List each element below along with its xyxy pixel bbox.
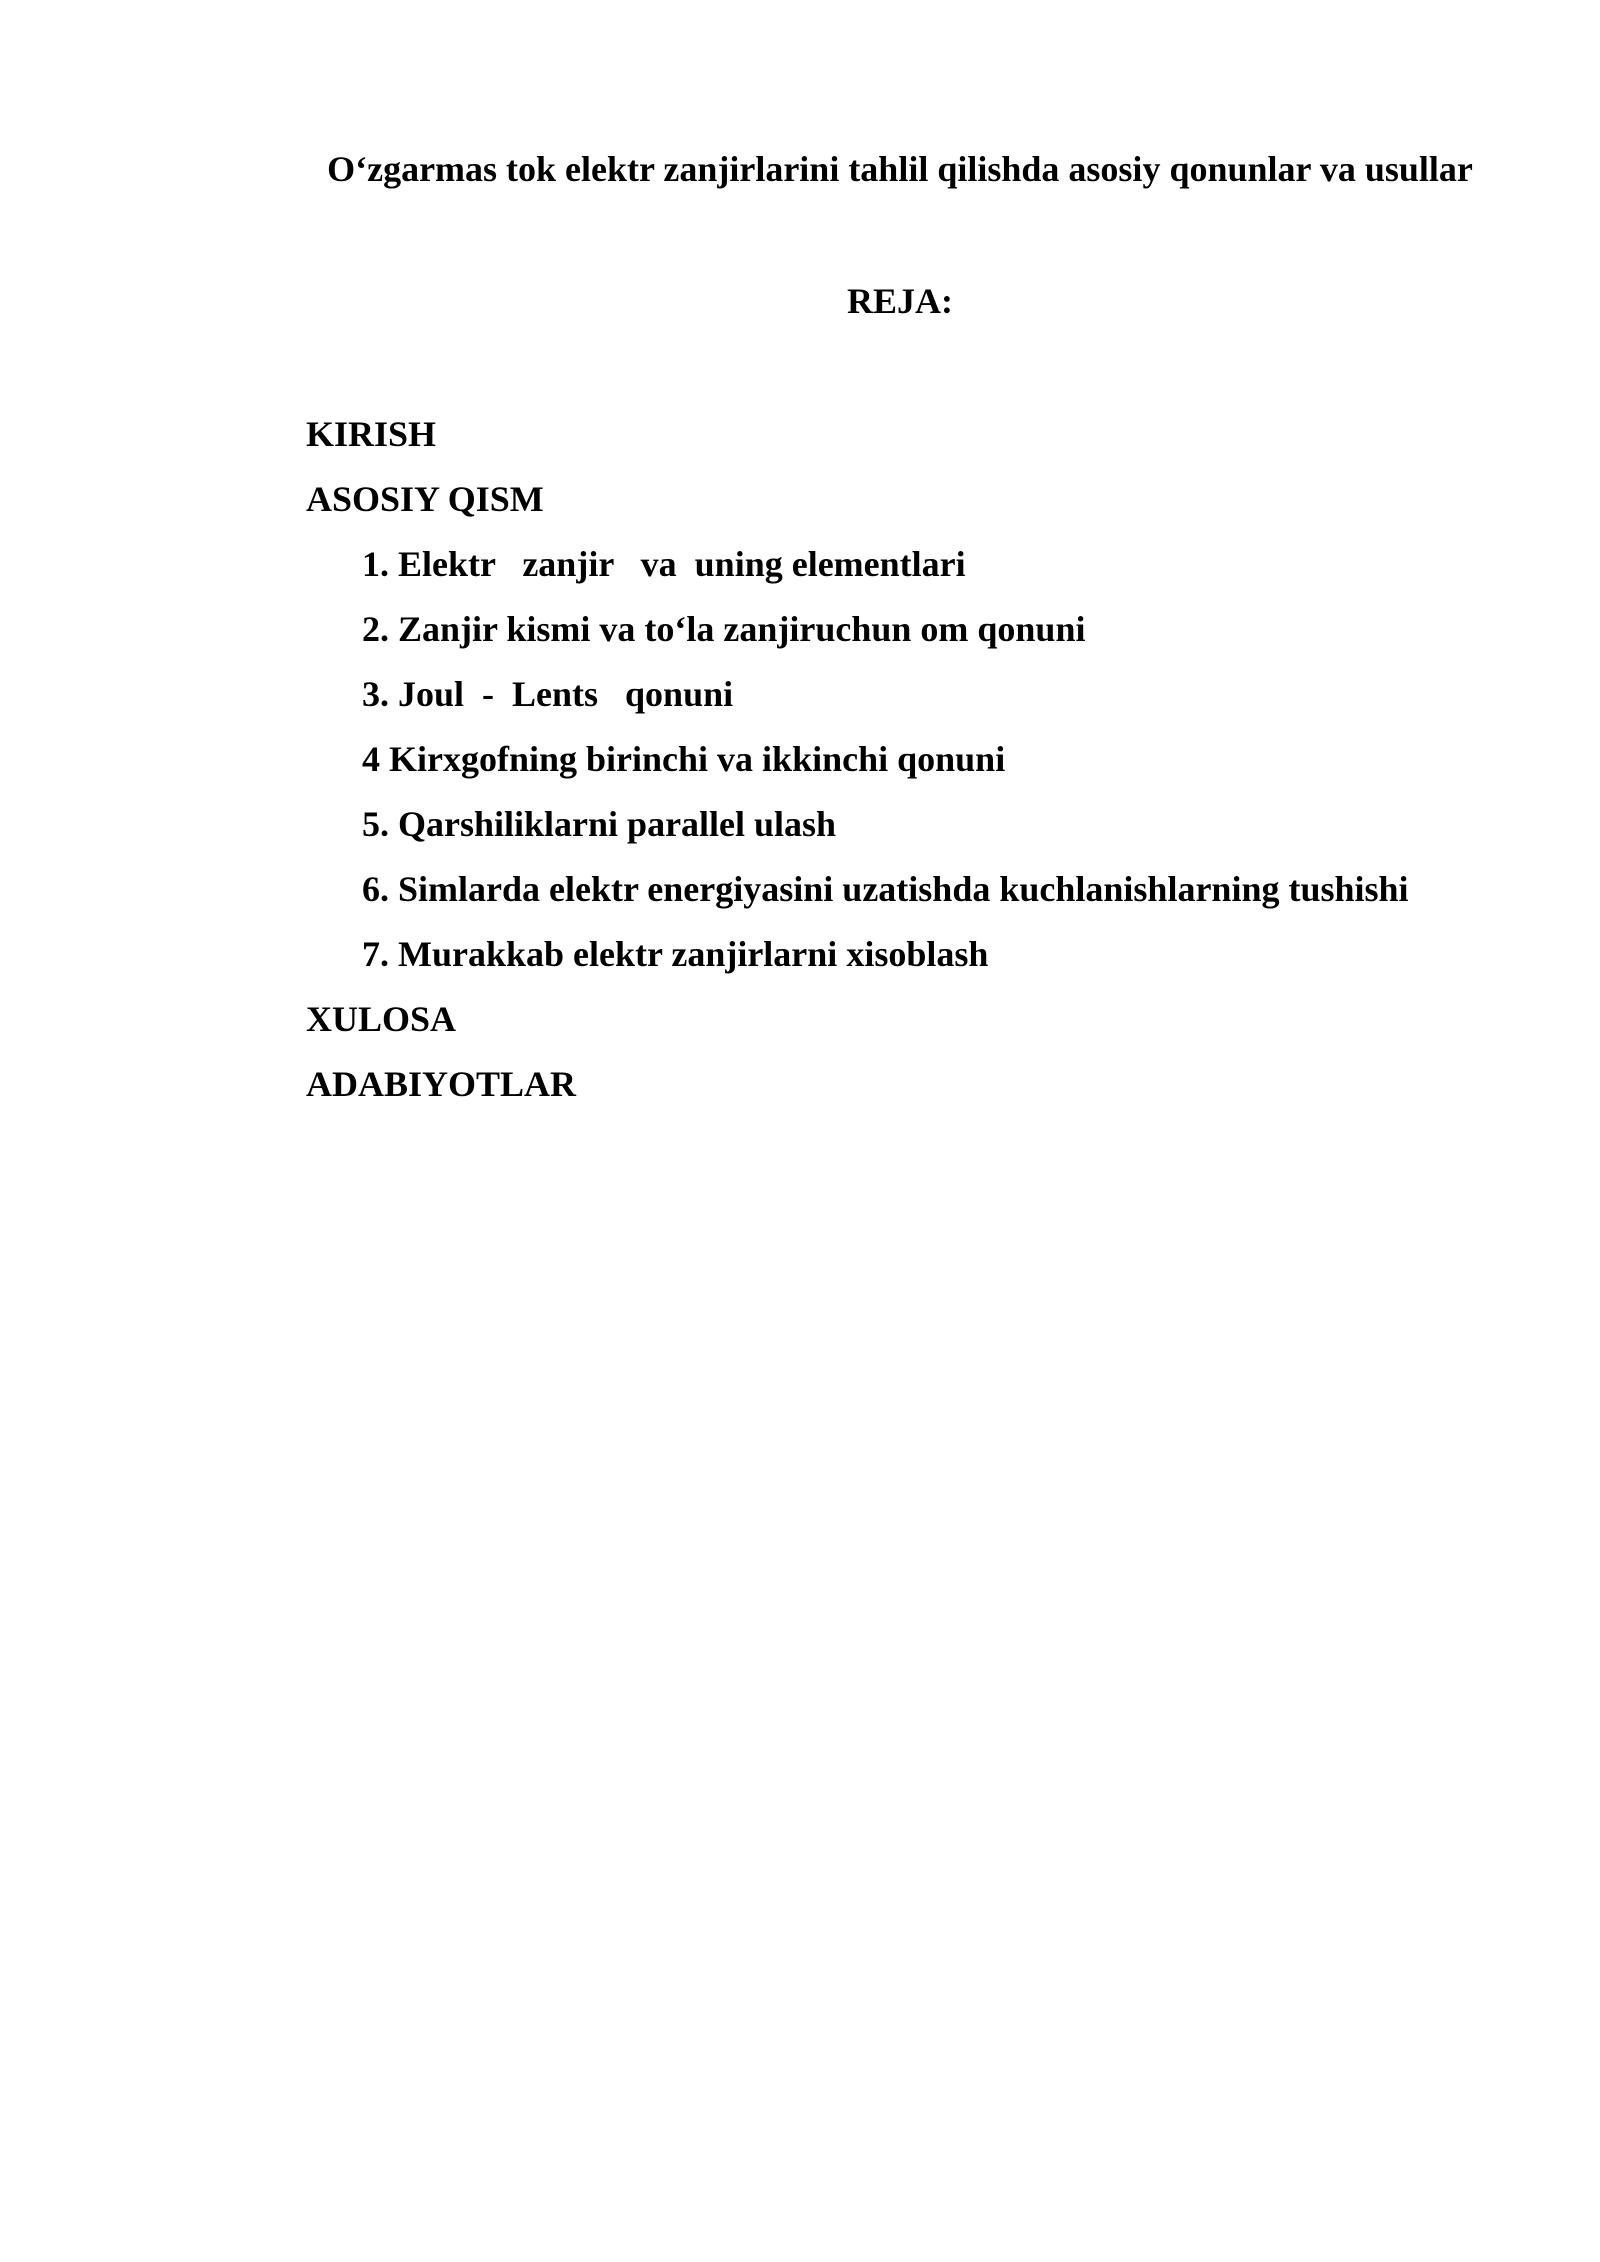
outline-item: 5. Qarshiliklarni parallel ulash bbox=[362, 804, 837, 844]
outline-item: 4 Kirxgofning birinchi va ikkinchi qonuni bbox=[362, 739, 1006, 779]
plan-outline bbox=[306, 412, 1409, 1127]
document-title: O‘zgarmas tok elektr zanjirlarini tahlil qilishda asosiy qonunlar va usullar bbox=[327, 149, 1473, 189]
plan-heading: REJA: bbox=[847, 281, 953, 321]
section-conclusion: XULOSA bbox=[306, 999, 457, 1039]
outline-item: 2. Zanjir kismi va to‘la zanjiruchun om qonuni bbox=[362, 609, 1086, 649]
outline-item: 3. Joul - Lents qonuni bbox=[362, 674, 734, 714]
section-intro: KIRISH bbox=[306, 414, 437, 454]
outline-item: 7. Murakkab elektr zanjirlarni xisoblash bbox=[362, 934, 989, 974]
section-main: ASOSIY QISM bbox=[306, 479, 544, 519]
outline-item: 6. Simlarda elektr energiyasini uzatishda kuchlanishlarning tushishi bbox=[362, 869, 1409, 909]
outline-item: 1. Elektr zanjir va uning elementlari bbox=[362, 544, 966, 584]
section-references: ADABIYOTLAR bbox=[306, 1064, 577, 1104]
